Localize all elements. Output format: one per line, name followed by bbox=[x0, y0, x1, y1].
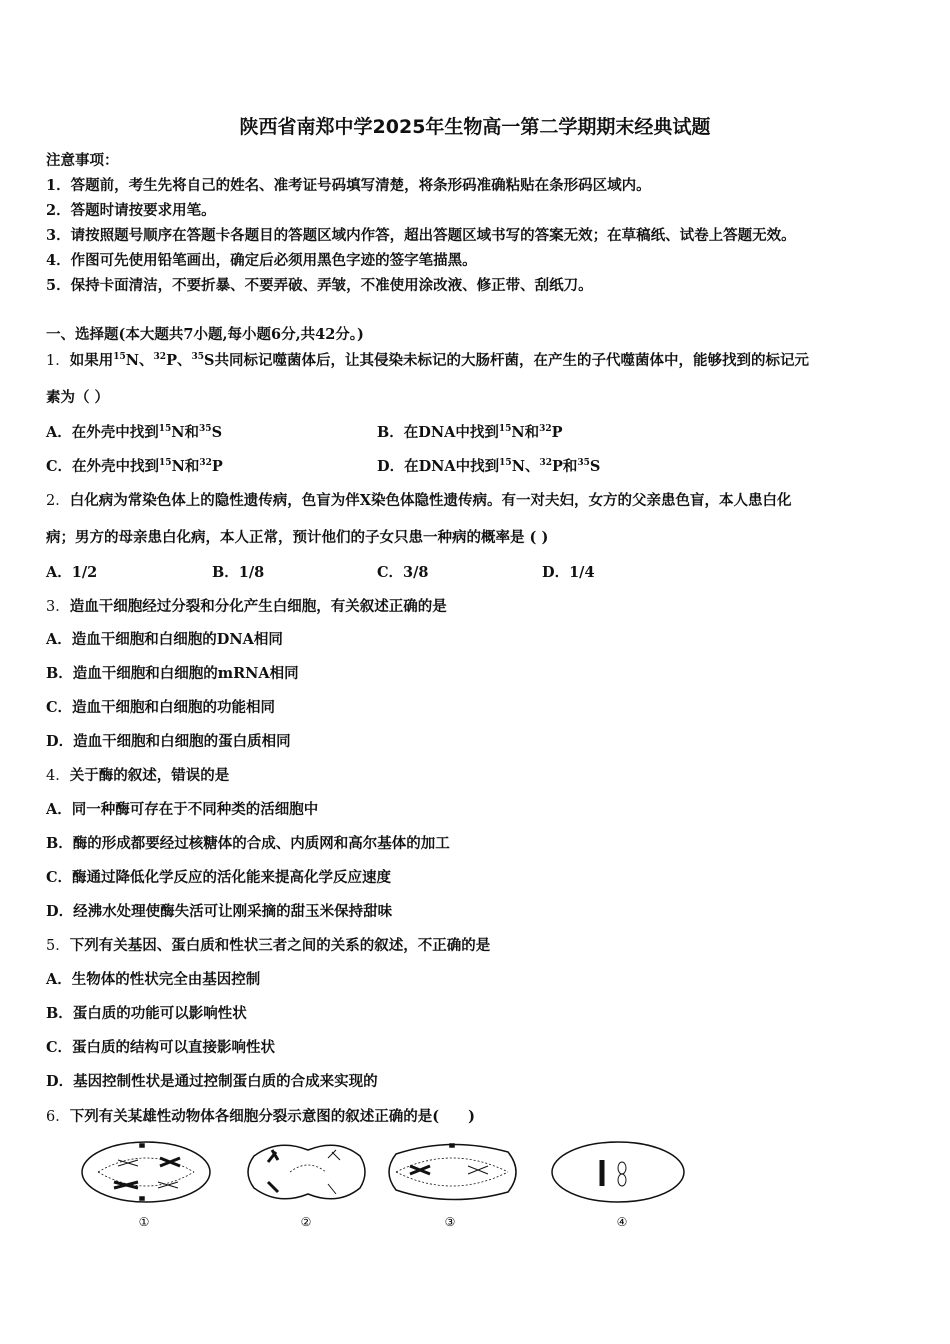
q3-number: 3． bbox=[46, 599, 70, 615]
cell-diagram-3 bbox=[389, 1144, 516, 1200]
q5-option-a: A．生物体的性状完全由基因控制 bbox=[46, 971, 261, 988]
q2-option-c: C．3/8 bbox=[377, 564, 429, 581]
q1-number: 1． bbox=[46, 353, 70, 369]
option-sup: 15 bbox=[158, 424, 172, 435]
option-sup: 32 bbox=[539, 424, 552, 435]
q5-text: 下列有关基因、蛋白质和性状三者之间的关系的叙述，不正确的是 bbox=[69, 937, 491, 954]
q1-option-a bbox=[46, 423, 222, 443]
q1-option-b bbox=[377, 423, 563, 443]
q3-option-d: D．造血干细胞和白细胞的蛋白质相同 bbox=[46, 733, 291, 750]
option-text: P和 bbox=[551, 458, 578, 475]
q1-text: 如果用 bbox=[69, 352, 114, 369]
q4-number: 4． bbox=[46, 768, 70, 784]
section-heading: 一、选择题(本大题共7小题,每小题6分,共42分。) bbox=[46, 326, 364, 343]
q1-text: S共同标记噬菌体后，让其侵染未标记的大肠杆菌，在产生的子代噬菌体中，能够找到的标记元 bbox=[204, 352, 809, 369]
page-title: 陕西省南郑中学2025年生物高一第二学期期末经典试题 bbox=[239, 116, 711, 138]
q1-sup: 32 bbox=[153, 352, 167, 363]
q3-text: 造血干细胞经过分裂和分化产生白细胞，有关叙述正确的是 bbox=[69, 598, 447, 615]
option-text: P bbox=[551, 424, 563, 441]
option-text: P bbox=[211, 458, 223, 475]
q5-stem bbox=[46, 936, 490, 956]
option-sup: 35 bbox=[577, 458, 590, 469]
q3-stem bbox=[46, 597, 447, 617]
option-text: S bbox=[211, 424, 223, 441]
q1-sup: 15 bbox=[113, 352, 126, 363]
notice-item-5: 5．保持卡面清洁，不要折暴、不要弄破、弄皱，不准使用涂改液、修正带、刮纸刀。 bbox=[46, 277, 593, 294]
q2-stem-line1 bbox=[46, 491, 791, 511]
option-text: N和 bbox=[171, 424, 200, 441]
q4-option-c: C．酶通过降低化学反应的活化能来提高化学反应速度 bbox=[46, 869, 392, 886]
q1-option-d bbox=[377, 457, 600, 477]
notice-heading: 注意事项： bbox=[46, 152, 119, 169]
notice-item-3: 3．请按照题号顺序在答题卡各题目的答题区域内作答，超出答题区域书写的答案无效；在草稿纸、试卷上答题无效。 bbox=[46, 227, 796, 244]
q6-stem bbox=[46, 1107, 475, 1127]
q2-number: 2． bbox=[46, 493, 70, 509]
notice-item-4: 4．作图可先使用铅笔画出，确定后必须用黑色字迹的签字笔描黑。 bbox=[46, 252, 477, 269]
cell-diagram-1 bbox=[82, 1142, 210, 1202]
q1-sup: 35 bbox=[191, 352, 204, 363]
notice-item-2: 2．答题时请按要求用笔。 bbox=[46, 202, 216, 219]
q5-option-d: D．基因控制性状是通过控制蛋白质的合成来实现的 bbox=[46, 1073, 378, 1090]
q2-option-a: A．1/2 bbox=[46, 564, 98, 581]
q1-option-c bbox=[46, 457, 223, 477]
option-sup: 32 bbox=[539, 458, 552, 469]
q4-option-a: A．同一种酶可存在于不同种类的活细胞中 bbox=[46, 801, 319, 818]
figure-label-3: ③ bbox=[444, 1215, 456, 1229]
q2-text: 白化病为常染色体上的隐性遗传病，色盲为伴X染色体隐性遗传病。有一对夫妇，女方的父亲患色盲，本人患白化 bbox=[69, 492, 792, 509]
q1-stem-line1 bbox=[46, 351, 809, 371]
notice-item-1: 1．答题前，考生先将自己的姓名、准考证号码填写清楚，将条形码准确粘贴在条形码区域内。 bbox=[46, 177, 651, 194]
option-text: N和 bbox=[511, 424, 540, 441]
figure-label-1: ① bbox=[138, 1215, 150, 1229]
option-text: D．在DNA中找到 bbox=[377, 458, 500, 475]
q3-option-a: A．造血干细胞和白细胞的DNA相同 bbox=[46, 631, 283, 648]
q2-option-b: B．1/8 bbox=[212, 564, 265, 581]
q1-stem-line2: 素为（ ） bbox=[46, 389, 110, 406]
q5-option-c: C．蛋白质的结构可以直接影响性状 bbox=[46, 1039, 276, 1056]
option-text: N和 bbox=[171, 458, 200, 475]
option-sup: 15 bbox=[499, 458, 512, 469]
option-text: A．在外壳中找到 bbox=[46, 424, 159, 441]
figure-label-2: ② bbox=[300, 1215, 312, 1229]
q5-option-b: B．蛋白质的功能可以影响性状 bbox=[46, 1005, 247, 1022]
option-text: S bbox=[589, 458, 601, 475]
option-text: N、 bbox=[511, 458, 540, 475]
cell-diagram-2 bbox=[248, 1145, 365, 1199]
option-sup: 15 bbox=[498, 424, 512, 435]
cell-division-figure bbox=[78, 1138, 698, 1238]
option-sup: 32 bbox=[199, 458, 212, 469]
q6-text: 下列有关某雄性动物体各细胞分裂示意图的叙述正确的是( ) bbox=[69, 1108, 475, 1125]
option-sup: 35 bbox=[199, 424, 212, 435]
option-text: B．在DNA中找到 bbox=[377, 424, 499, 441]
q4-stem bbox=[46, 766, 229, 786]
q2-option-d: D．1/4 bbox=[542, 564, 595, 581]
q6-number: 6． bbox=[46, 1109, 70, 1125]
option-sup: 15 bbox=[159, 458, 172, 469]
q2-stem-line2: 病；男方的母亲患白化病，本人正常，预计他们的子女只患一种病的概率是 ( ) bbox=[46, 529, 549, 546]
q1-text: P、 bbox=[166, 352, 192, 369]
q3-option-b: B．造血干细胞和白细胞的mRNA相同 bbox=[46, 665, 299, 682]
q4-option-d: D．经沸水处理使酶失活可让刚采摘的甜玉米保持甜味 bbox=[46, 903, 393, 920]
q1-text: N、 bbox=[125, 352, 154, 369]
q3-option-c: C．造血干细胞和白细胞的功能相同 bbox=[46, 699, 276, 716]
q4-text: 关于酶的叙述，错误的是 bbox=[69, 767, 230, 784]
figure-label-4: ④ bbox=[616, 1215, 628, 1229]
q5-number: 5． bbox=[46, 938, 70, 954]
cell-diagram-4 bbox=[552, 1142, 684, 1202]
q4-option-b: B．酶的形成都要经过核糖体的合成、内质网和高尔基体的加工 bbox=[46, 835, 450, 852]
option-text: C．在外壳中找到 bbox=[46, 458, 160, 475]
